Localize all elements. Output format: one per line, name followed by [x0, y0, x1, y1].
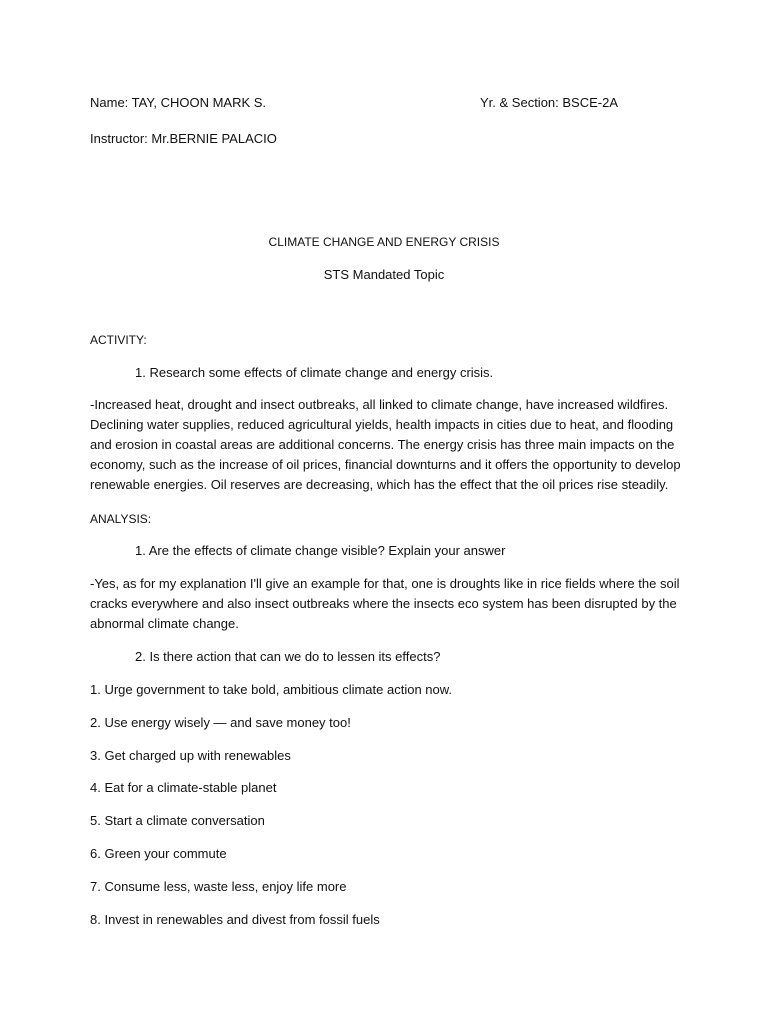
activity-heading: ACTIVITY: — [90, 333, 147, 347]
document-subtitle: STS Mandated Topic — [323, 267, 445, 282]
action-item: 1. Urge government to take bold, ambitious climate action now. — [90, 682, 453, 697]
year-section: Yr. & Section: BSCE-2A — [480, 95, 619, 110]
student-name: Name: TAY, CHOON MARK S. — [90, 95, 267, 110]
action-item: 7. Consume less, waste less, enjoy life more — [90, 879, 347, 894]
action-item: 3. Get charged up with renewables — [90, 748, 291, 763]
document-title: CLIMATE CHANGE AND ENERGY CRISIS — [268, 235, 500, 249]
analysis-question-2: 2. Is there action that can we do to lessen its effects? — [135, 649, 441, 664]
activity-question: 1. Research some effects of climate change and energy crisis. — [135, 365, 494, 380]
action-item: 6. Green your commute — [90, 846, 227, 861]
activity-answer: -Increased heat, drought and insect outbreaks, all linked to climate change, have increased wildfires. Declining water supplies, reduced agricultural yields, health impacts in cities due to heat, and flooding and erosion in coastal areas are additional concerns. The energy crisis has three main impacts on the economy, such as the increase of oil prices, financial downturns and it offers the opportunity to develop renewable energies. Oil reserves are decreasing, which has the effect that the oil prices rise steadily. — [90, 397, 681, 492]
action-item: 8. Invest in renewables and divest from fossil fuels — [90, 912, 380, 927]
analysis-heading: ANALYSIS: — [90, 512, 152, 526]
analysis-question-1: 1. Are the effects of climate change visible? Explain your answer — [135, 543, 506, 558]
action-item: 4. Eat for a climate-stable planet — [90, 780, 277, 795]
analysis-answer-1: -Yes, as for my explanation I'll give an example for that, one is droughts like in rice fields where the soil cracks everywhere and also insect outbreaks where the insects eco system has been disrupted by the abnormal climate change. — [90, 576, 680, 631]
instructor-name: Instructor: Mr.BERNIE PALACIO — [90, 131, 277, 146]
action-item: 2. Use energy wisely — and save money too! — [90, 715, 351, 730]
action-item: 5. Start a climate conversation — [90, 813, 265, 828]
